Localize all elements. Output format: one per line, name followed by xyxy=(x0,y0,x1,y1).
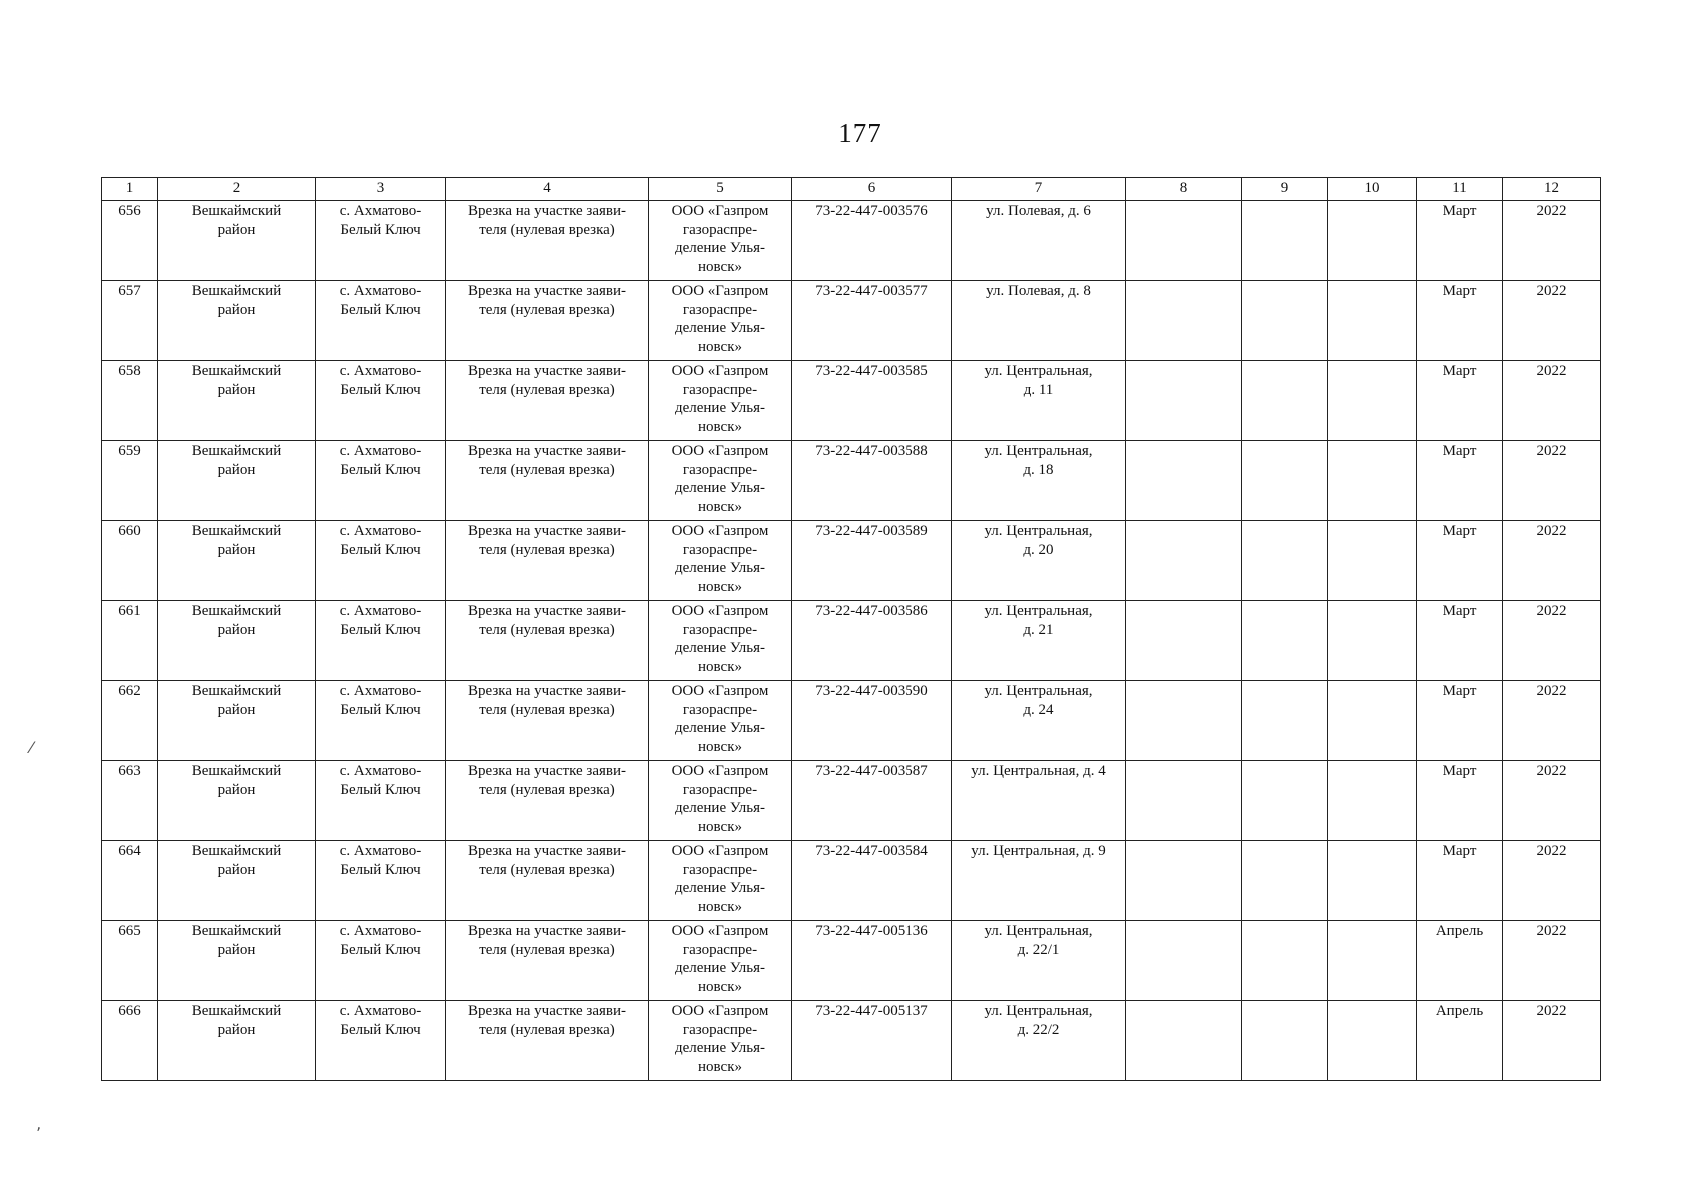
organization-cell: ООО «Газпром газораспре- деление Улья- новск» xyxy=(649,921,792,1001)
table-row xyxy=(102,681,1601,761)
address-cell: ул. Центральная, д. 4 xyxy=(952,761,1126,841)
page-number: 177 xyxy=(838,118,882,148)
row-number-cell: 658 xyxy=(102,361,158,441)
table-row xyxy=(102,601,1601,681)
column-8-cell xyxy=(1126,921,1242,1001)
row-number-cell: 660 xyxy=(102,521,158,601)
organization-cell: ООО «Газпром газораспре- деление Улья- новск» xyxy=(649,601,792,681)
column-header: 6 xyxy=(792,178,952,201)
column-10-cell xyxy=(1328,201,1417,281)
work-type-cell: Врезка на участке заяви- теля (нулевая врезка) xyxy=(446,1001,649,1081)
object-code-cell: 73-22-447-003584 xyxy=(792,841,952,921)
year-cell: 2022 xyxy=(1503,521,1601,601)
column-9-cell xyxy=(1242,841,1328,921)
column-header: 8 xyxy=(1126,178,1242,201)
column-9-cell xyxy=(1242,281,1328,361)
month-cell: Март xyxy=(1417,201,1503,281)
district-cell: Вешкаймский район xyxy=(158,841,316,921)
column-header: 7 xyxy=(952,178,1126,201)
month-cell: Апрель xyxy=(1417,1001,1503,1081)
organization-cell: ООО «Газпром газораспре- деление Улья- новск» xyxy=(649,841,792,921)
settlement-cell: с. Ахматово- Белый Ключ xyxy=(316,601,446,681)
column-8-cell xyxy=(1126,521,1242,601)
column-header: 2 xyxy=(158,178,316,201)
column-9-cell xyxy=(1242,1001,1328,1081)
object-code-cell: 73-22-447-003589 xyxy=(792,521,952,601)
column-header: 3 xyxy=(316,178,446,201)
row-number-cell: 659 xyxy=(102,441,158,521)
settlement-cell: с. Ахматово- Белый Ключ xyxy=(316,841,446,921)
month-cell: Апрель xyxy=(1417,921,1503,1001)
month-cell: Март xyxy=(1417,681,1503,761)
column-header: 10 xyxy=(1328,178,1417,201)
column-8-cell xyxy=(1126,361,1242,441)
year-cell: 2022 xyxy=(1503,681,1601,761)
table-row xyxy=(102,361,1601,441)
column-9-cell xyxy=(1242,681,1328,761)
column-number-row xyxy=(102,178,1601,201)
settlement-cell: с. Ахматово- Белый Ключ xyxy=(316,361,446,441)
column-9-cell xyxy=(1242,921,1328,1001)
table-row xyxy=(102,1001,1601,1081)
column-8-cell xyxy=(1126,601,1242,681)
district-cell: Вешкаймский район xyxy=(158,601,316,681)
address-cell: ул. Полевая, д. 6 xyxy=(952,201,1126,281)
column-8-cell xyxy=(1126,761,1242,841)
settlement-cell: с. Ахматово- Белый Ключ xyxy=(316,921,446,1001)
column-10-cell xyxy=(1328,841,1417,921)
object-code-cell: 73-22-447-003576 xyxy=(792,201,952,281)
address-cell: ул. Центральная, д. 21 xyxy=(952,601,1126,681)
object-code-cell: 73-22-447-003577 xyxy=(792,281,952,361)
district-cell: Вешкаймский район xyxy=(158,361,316,441)
column-header: 9 xyxy=(1242,178,1328,201)
district-cell: Вешкаймский район xyxy=(158,521,316,601)
district-cell: Вешкаймский район xyxy=(158,281,316,361)
object-code-cell: 73-22-447-003588 xyxy=(792,441,952,521)
settlement-cell: с. Ахматово- Белый Ключ xyxy=(316,201,446,281)
year-cell: 2022 xyxy=(1503,841,1601,921)
work-type-cell: Врезка на участке заяви- теля (нулевая врезка) xyxy=(446,681,649,761)
year-cell: 2022 xyxy=(1503,281,1601,361)
organization-cell: ООО «Газпром газораспре- деление Улья- новск» xyxy=(649,441,792,521)
settlement-cell: с. Ахматово- Белый Ключ xyxy=(316,761,446,841)
organization-cell: ООО «Газпром газораспре- деление Улья- новск» xyxy=(649,761,792,841)
registry-body xyxy=(102,201,1601,1081)
row-number-cell: 663 xyxy=(102,761,158,841)
address-cell: ул. Центральная, д. 22/1 xyxy=(952,921,1126,1001)
column-10-cell xyxy=(1328,761,1417,841)
organization-cell: ООО «Газпром газораспре- деление Улья- новск» xyxy=(649,521,792,601)
column-header: 5 xyxy=(649,178,792,201)
organization-cell: ООО «Газпром газораспре- деление Улья- новск» xyxy=(649,361,792,441)
year-cell: 2022 xyxy=(1503,601,1601,681)
settlement-cell: с. Ахматово- Белый Ключ xyxy=(316,681,446,761)
column-9-cell xyxy=(1242,761,1328,841)
address-cell: ул. Центральная, д. 20 xyxy=(952,521,1126,601)
address-cell: ул. Полевая, д. 8 xyxy=(952,281,1126,361)
column-10-cell xyxy=(1328,441,1417,521)
object-code-cell: 73-22-447-003587 xyxy=(792,761,952,841)
column-9-cell xyxy=(1242,201,1328,281)
month-cell: Март xyxy=(1417,361,1503,441)
year-cell: 2022 xyxy=(1503,761,1601,841)
address-cell: ул. Центральная, д. 22/2 xyxy=(952,1001,1126,1081)
work-type-cell: Врезка на участке заяви- теля (нулевая врезка) xyxy=(446,281,649,361)
column-8-cell xyxy=(1126,281,1242,361)
work-type-cell: Врезка на участке заяви- теля (нулевая врезка) xyxy=(446,761,649,841)
work-type-cell: Врезка на участке заяви- теля (нулевая врезка) xyxy=(446,921,649,1001)
work-type-cell: Врезка на участке заяви- теля (нулевая врезка) xyxy=(446,521,649,601)
district-cell: Вешкаймский район xyxy=(158,1001,316,1081)
settlement-cell: с. Ахматово- Белый Ключ xyxy=(316,1001,446,1081)
district-cell: Вешкаймский район xyxy=(158,681,316,761)
column-10-cell xyxy=(1328,681,1417,761)
month-cell: Март xyxy=(1417,521,1503,601)
column-10-cell xyxy=(1328,1001,1417,1081)
organization-cell: ООО «Газпром газораспре- деление Улья- новск» xyxy=(649,201,792,281)
column-10-cell xyxy=(1328,361,1417,441)
object-code-cell: 73-22-447-003585 xyxy=(792,361,952,441)
district-cell: Вешкаймский район xyxy=(158,921,316,1001)
year-cell: 2022 xyxy=(1503,441,1601,521)
organization-cell: ООО «Газпром газораспре- деление Улья- новск» xyxy=(649,681,792,761)
organization-cell: ООО «Газпром газораспре- деление Улья- новск» xyxy=(649,1001,792,1081)
column-8-cell xyxy=(1126,201,1242,281)
district-cell: Вешкаймский район xyxy=(158,761,316,841)
district-cell: Вешкаймский район xyxy=(158,441,316,521)
margin-pen-mark: ⁄ xyxy=(30,738,33,757)
row-number-cell: 662 xyxy=(102,681,158,761)
row-number-cell: 656 xyxy=(102,201,158,281)
work-type-cell: Врезка на участке заяви- теля (нулевая врезка) xyxy=(446,601,649,681)
column-8-cell xyxy=(1126,681,1242,761)
column-9-cell xyxy=(1242,361,1328,441)
work-type-cell: Врезка на участке заяви- теля (нулевая врезка) xyxy=(446,361,649,441)
column-header: 11 xyxy=(1417,178,1503,201)
row-number-cell: 666 xyxy=(102,1001,158,1081)
column-9-cell xyxy=(1242,441,1328,521)
object-code-cell: 73-22-447-005136 xyxy=(792,921,952,1001)
address-cell: ул. Центральная, д. 11 xyxy=(952,361,1126,441)
column-9-cell xyxy=(1242,601,1328,681)
column-header: 4 xyxy=(446,178,649,201)
column-header: 12 xyxy=(1503,178,1601,201)
table-row xyxy=(102,921,1601,1001)
work-type-cell: Врезка на участке заяви- теля (нулевая врезка) xyxy=(446,841,649,921)
settlement-cell: с. Ахматово- Белый Ключ xyxy=(316,441,446,521)
year-cell: 2022 xyxy=(1503,921,1601,1001)
organization-cell: ООО «Газпром газораспре- деление Улья- новск» xyxy=(649,281,792,361)
year-cell: 2022 xyxy=(1503,1001,1601,1081)
margin-pen-mark: ʼ xyxy=(36,1124,42,1143)
column-8-cell xyxy=(1126,441,1242,521)
address-cell: ул. Центральная, д. 18 xyxy=(952,441,1126,521)
year-cell: 2022 xyxy=(1503,201,1601,281)
table-row xyxy=(102,841,1601,921)
column-9-cell xyxy=(1242,521,1328,601)
row-number-cell: 657 xyxy=(102,281,158,361)
table-row xyxy=(102,281,1601,361)
table-row xyxy=(102,201,1601,281)
object-code-cell: 73-22-447-003586 xyxy=(792,601,952,681)
month-cell: Март xyxy=(1417,441,1503,521)
column-10-cell xyxy=(1328,601,1417,681)
column-10-cell xyxy=(1328,921,1417,1001)
settlement-cell: с. Ахматово- Белый Ключ xyxy=(316,281,446,361)
month-cell: Март xyxy=(1417,761,1503,841)
month-cell: Март xyxy=(1417,601,1503,681)
row-number-cell: 665 xyxy=(102,921,158,1001)
table-row xyxy=(102,521,1601,601)
settlement-cell: с. Ахматово- Белый Ключ xyxy=(316,521,446,601)
work-type-cell: Врезка на участке заяви- теля (нулевая врезка) xyxy=(446,441,649,521)
month-cell: Март xyxy=(1417,281,1503,361)
work-type-cell: Врезка на участке заяви- теля (нулевая врезка) xyxy=(446,201,649,281)
registry-table xyxy=(101,177,1601,1081)
object-code-cell: 73-22-447-003590 xyxy=(792,681,952,761)
column-header: 1 xyxy=(102,178,158,201)
column-8-cell xyxy=(1126,841,1242,921)
row-number-cell: 664 xyxy=(102,841,158,921)
row-number-cell: 661 xyxy=(102,601,158,681)
month-cell: Март xyxy=(1417,841,1503,921)
column-10-cell xyxy=(1328,281,1417,361)
district-cell: Вешкаймский район xyxy=(158,201,316,281)
column-10-cell xyxy=(1328,521,1417,601)
column-8-cell xyxy=(1126,1001,1242,1081)
address-cell: ул. Центральная, д. 24 xyxy=(952,681,1126,761)
object-code-cell: 73-22-447-005137 xyxy=(792,1001,952,1081)
table-row xyxy=(102,761,1601,841)
address-cell: ул. Центральная, д. 9 xyxy=(952,841,1126,921)
table-row xyxy=(102,441,1601,521)
year-cell: 2022 xyxy=(1503,361,1601,441)
